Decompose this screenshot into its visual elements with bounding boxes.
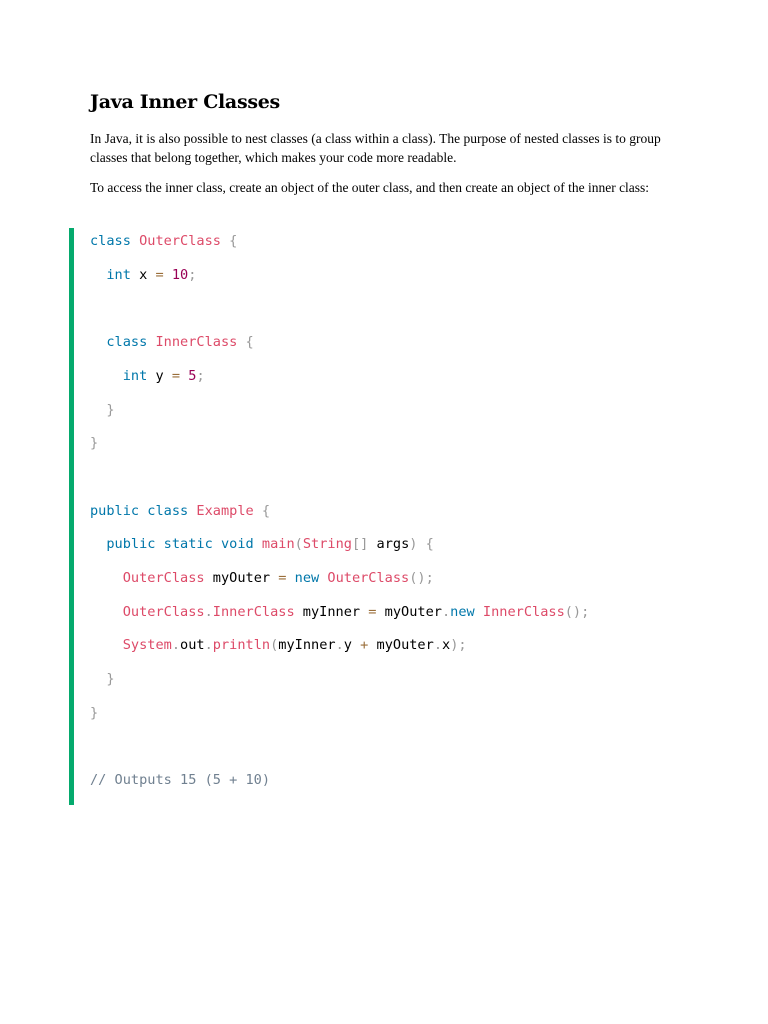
code-token: System — [122, 637, 172, 654]
code-line — [90, 703, 98, 723]
code-token: } — [106, 401, 115, 418]
code-token: ( — [270, 637, 279, 654]
code-token — [131, 233, 139, 249]
code-token: x — [442, 637, 451, 654]
code-line — [90, 332, 254, 352]
code-token: InnerClass — [482, 603, 565, 620]
code-token: myInner — [278, 637, 336, 654]
code-token: . — [335, 637, 344, 654]
code-token: OuterClass — [122, 603, 205, 620]
code-token: new — [294, 570, 320, 586]
code-token: InnerClass — [212, 603, 295, 620]
code-token: int — [122, 367, 148, 384]
code-token: { — [245, 334, 254, 351]
code-line — [90, 770, 270, 790]
code-token: + — [360, 637, 369, 654]
code-line — [90, 568, 434, 588]
code-token — [221, 233, 229, 249]
code-token — [90, 671, 106, 687]
page-title: Java Inner Classes — [90, 91, 280, 113]
code-token: } — [90, 435, 99, 452]
code-token: } — [106, 671, 115, 688]
code-token: myOuter — [368, 637, 434, 654]
code-token: } — [90, 704, 99, 721]
code-token — [90, 604, 123, 620]
code-token — [90, 402, 106, 418]
code-line — [90, 635, 467, 655]
code-token: out — [180, 637, 205, 654]
code-token: y — [343, 637, 361, 654]
code-token — [90, 267, 106, 283]
code-token — [155, 536, 163, 552]
code-token: [] — [351, 536, 369, 553]
code-token: = — [278, 570, 287, 586]
code-token: { — [229, 233, 238, 249]
code-token: ( — [294, 536, 303, 553]
code-token: (); — [409, 570, 434, 586]
code-token: 10 — [171, 266, 189, 283]
code-token: = — [155, 266, 164, 283]
code-token: String — [302, 536, 352, 553]
code-token: = — [368, 603, 377, 620]
code-token — [417, 536, 425, 552]
code-token: ) — [409, 536, 418, 553]
code-line — [90, 602, 589, 622]
code-token — [286, 570, 294, 586]
code-token: public — [90, 502, 140, 519]
code-token: public — [106, 536, 156, 553]
code-token: 5 — [188, 367, 197, 384]
code-token — [90, 637, 123, 653]
code-token — [164, 267, 172, 283]
code-token: main — [261, 536, 295, 553]
code-token: (); — [564, 603, 590, 620]
code-token: OuterClass — [327, 570, 410, 586]
code-token: args — [368, 536, 410, 553]
code-token: new — [450, 603, 475, 620]
code-token: . — [204, 603, 213, 620]
code-token: myInner — [294, 603, 369, 620]
code-token: ; — [196, 367, 205, 384]
code-token — [254, 536, 262, 552]
code-line — [90, 534, 434, 554]
code-token: y — [147, 367, 172, 384]
code-token — [90, 368, 123, 384]
code-token — [90, 334, 106, 350]
instruction-paragraph: To access the inner class, create an object of the outer class, and then create an object of the inner class: — [90, 180, 650, 195]
code-token: OuterClass — [139, 233, 221, 249]
code-line — [90, 433, 98, 453]
code-token: ; — [188, 266, 197, 283]
code-line — [90, 501, 270, 521]
code-token: println — [212, 637, 271, 654]
code-token — [213, 536, 221, 552]
code-token — [90, 536, 106, 552]
code-token: x — [130, 266, 156, 283]
code-token: { — [261, 502, 271, 519]
code-token: int — [106, 266, 131, 283]
code-line — [90, 265, 196, 285]
code-token: class — [147, 502, 189, 519]
code-token: . — [171, 637, 181, 654]
code-line — [90, 400, 115, 420]
code-line — [90, 231, 237, 251]
code-token: InnerClass — [155, 334, 238, 351]
code-token: ); — [450, 637, 467, 654]
intro-paragraph: In Java, it is also possible to nest classes (a class within a class). The purpose of nested classes is to group classes that belong together, which makes your code more readable. — [90, 131, 661, 165]
code-token: { — [425, 536, 434, 553]
code-token: void — [220, 536, 254, 553]
code-token: Example — [196, 502, 254, 519]
code-token: class — [90, 233, 131, 249]
code-example-block — [69, 228, 714, 805]
code-token: myOuter — [376, 603, 442, 620]
code-token: OuterClass — [122, 570, 205, 586]
code-token: myOuter — [204, 570, 279, 586]
code-line — [90, 669, 115, 689]
code-token — [237, 334, 245, 350]
code-token: . — [441, 603, 451, 620]
code-token — [254, 503, 262, 519]
code-token: = — [171, 367, 181, 384]
code-token: static — [163, 536, 213, 553]
code-token — [90, 570, 123, 586]
code-line — [90, 366, 205, 386]
code-token: // Outputs 15 (5 + 10) — [90, 772, 271, 789]
code-token — [475, 604, 483, 620]
code-token: class — [106, 334, 148, 351]
code-token: . — [204, 637, 213, 654]
code-token: . — [433, 637, 442, 654]
